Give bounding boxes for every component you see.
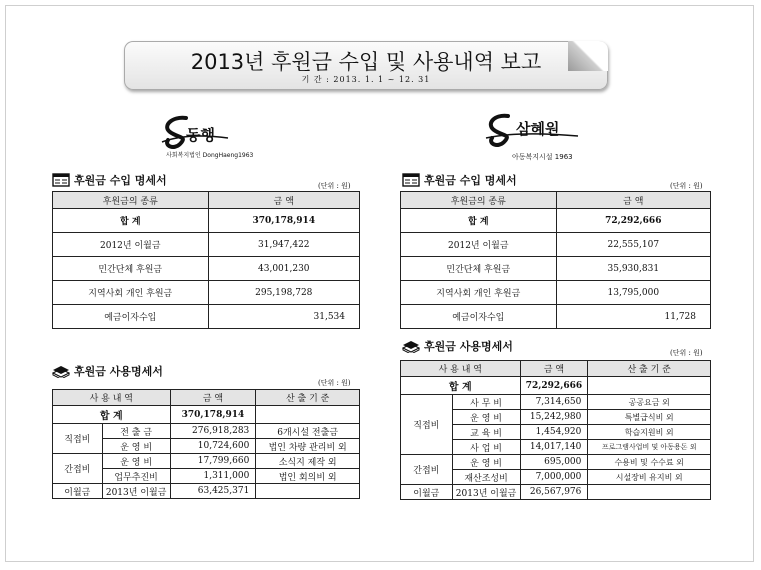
- usage-amount: 14,017,140: [520, 440, 588, 455]
- usage-basis: [256, 484, 360, 499]
- usage-amount: 26,567,976: [520, 485, 588, 500]
- usage-amount: 1,311,000: [170, 469, 256, 484]
- usage-item: 운 영 비: [102, 454, 170, 469]
- right-usage-heading-text: 후원금 사용명세서: [424, 340, 513, 353]
- samhyewon-logo-subtitle: 아동복지시설 1963: [512, 153, 573, 161]
- income-amount: 35,930,831: [556, 257, 710, 281]
- total-label: 합 계: [401, 377, 521, 395]
- table-row: [401, 455, 711, 470]
- income-type: 예금이자수입: [53, 305, 209, 329]
- usage-amount: 1,454,920: [520, 425, 588, 440]
- page-title: 2013년 후원금 수입 및 사용내역 보고: [190, 50, 542, 74]
- table-header-row: [401, 361, 711, 377]
- total-label: 합 계: [53, 406, 171, 424]
- right-usage-table: [400, 360, 711, 500]
- column-header: 후원금의 종류: [53, 192, 209, 209]
- total-label: 합 계: [401, 209, 557, 233]
- usage-item: 2013년 이월금: [452, 485, 520, 500]
- left-usage-unit: (단위 : 원): [318, 379, 351, 387]
- table-row: [401, 395, 711, 410]
- report-period: 기 간 : 2013. 1. 1 ~ 12. 31: [301, 75, 431, 84]
- income-type: 민간단체 후원금: [401, 257, 557, 281]
- table-row: [53, 257, 360, 281]
- table-row: [401, 305, 711, 329]
- column-header: 산 출 기 준: [588, 361, 711, 377]
- table-header-row: [401, 192, 711, 209]
- ledger-icon: [402, 173, 420, 187]
- group-label: 간접비: [401, 455, 453, 485]
- column-header: 금 액: [170, 390, 256, 406]
- usage-basis: 법인 회의비 외: [256, 469, 360, 484]
- column-header: 산 출 기 준: [256, 390, 360, 406]
- usage-item: 사 무 비: [452, 395, 520, 410]
- total-amount: 72,292,666: [556, 209, 710, 233]
- donghaeng-logo-subtitle: 사회복지법인 DongHaeng1963: [166, 152, 254, 159]
- left-usage-table: [52, 389, 360, 499]
- usage-item: 업무추진비: [102, 469, 170, 484]
- right-income-heading: [402, 172, 517, 188]
- income-amount: 13,795,000: [556, 281, 710, 305]
- usage-basis: 법인 차량 관리비 외: [256, 439, 360, 454]
- income-type: 2012년 이월금: [401, 233, 557, 257]
- usage-amount: 695,000: [520, 455, 588, 470]
- total-row: [401, 377, 711, 395]
- usage-item: 교 육 비: [452, 425, 520, 440]
- samhyewon-logo: [482, 108, 582, 160]
- table-row: [401, 281, 711, 305]
- left-usage-heading: [52, 363, 163, 379]
- right-income-table: [400, 191, 711, 329]
- donghaeng-logo: [158, 112, 254, 160]
- usage-item: 전 출 금: [102, 424, 170, 439]
- total-row: [401, 209, 711, 233]
- total-basis: [256, 406, 360, 424]
- usage-amount: 7,000,000: [520, 470, 588, 485]
- usage-basis: 시설장비 유지비 외: [588, 470, 711, 485]
- income-type: 2012년 이월금: [53, 233, 209, 257]
- column-header: 금 액: [556, 192, 710, 209]
- usage-item: 운 영 비: [452, 455, 520, 470]
- usage-basis: 프로그램사업비 및 아동용돈 외: [588, 440, 711, 455]
- table-row: [401, 485, 711, 500]
- table-row: [53, 281, 360, 305]
- column-header: 금 액: [208, 192, 359, 209]
- income-type: 지역사회 개인 후원금: [53, 281, 209, 305]
- total-basis: [588, 377, 711, 395]
- total-amount: 72,292,666: [520, 377, 588, 395]
- table-row: [53, 424, 360, 439]
- group-label: 이월금: [401, 485, 453, 500]
- column-header: 사 용 내 역: [401, 361, 521, 377]
- usage-basis: 수용비 및 수수료 외: [588, 455, 711, 470]
- usage-amount: 17,799,660: [170, 454, 256, 469]
- usage-item: 2013년 이월금: [102, 484, 170, 499]
- usage-basis: 공공요금 외: [588, 395, 711, 410]
- group-label: 직접비: [53, 424, 103, 454]
- usage-basis: 특별급식비 외: [588, 410, 711, 425]
- usage-item: 운 영 비: [452, 410, 520, 425]
- total-amount: 370,178,914: [208, 209, 359, 233]
- table-row: [401, 233, 711, 257]
- total-row: [53, 406, 360, 424]
- table-row: [401, 257, 711, 281]
- column-header: 금 액: [520, 361, 588, 377]
- usage-basis: [588, 485, 711, 500]
- income-amount: 31,947,422: [208, 233, 359, 257]
- table-row: [53, 305, 360, 329]
- right-usage-heading: [402, 338, 513, 354]
- total-label: 합 계: [53, 209, 209, 233]
- column-header: 사 용 내 역: [53, 390, 171, 406]
- income-amount: 31,534: [208, 305, 359, 329]
- usage-amount: 63,425,371: [170, 484, 256, 499]
- income-amount: 43,001,230: [208, 257, 359, 281]
- table-row: [53, 233, 360, 257]
- left-income-table: [52, 191, 360, 329]
- books-icon: [52, 364, 70, 378]
- table-header-row: [53, 390, 360, 406]
- usage-item: 재산조성비: [452, 470, 520, 485]
- left-income-unit: (단위 : 원): [318, 182, 351, 190]
- left-income-heading-text: 후원금 수입 명세서: [74, 174, 167, 187]
- left-usage-heading-text: 후원금 사용명세서: [74, 365, 163, 378]
- usage-item: 사 업 비: [452, 440, 520, 455]
- income-type: 예금이자수입: [401, 305, 557, 329]
- right-income-heading-text: 후원금 수입 명세서: [424, 174, 517, 187]
- column-header: 후원금의 종류: [401, 192, 557, 209]
- samhyewon-logo-name: 삼혜원: [516, 120, 560, 138]
- title-banner: [124, 41, 608, 90]
- right-usage-unit: (단위 : 원): [670, 349, 703, 357]
- ledger-icon: [52, 173, 70, 187]
- usage-basis: 6개시설 전출금: [256, 424, 360, 439]
- usage-basis: 학습지원비 외: [588, 425, 711, 440]
- usage-amount: 15,242,980: [520, 410, 588, 425]
- usage-amount: 10,724,600: [170, 439, 256, 454]
- income-type: 민간단체 후원금: [53, 257, 209, 281]
- group-label: 직접비: [401, 395, 453, 455]
- income-amount: 295,198,728: [208, 281, 359, 305]
- income-amount: 11,728: [556, 305, 710, 329]
- books-icon: [402, 339, 420, 353]
- table-row: [53, 454, 360, 469]
- usage-item: 운 영 비: [102, 439, 170, 454]
- total-amount: 370,178,914: [170, 406, 256, 424]
- table-row: [53, 484, 360, 499]
- group-label: 간접비: [53, 454, 103, 484]
- left-income-heading: [52, 172, 167, 188]
- usage-amount: 276,918,283: [170, 424, 256, 439]
- donghaeng-logo-name: 동행: [186, 126, 215, 144]
- table-header-row: [53, 192, 360, 209]
- right-income-unit: (단위 : 원): [670, 182, 703, 190]
- total-row: [53, 209, 360, 233]
- income-type: 지역사회 개인 후원금: [401, 281, 557, 305]
- usage-basis: 소식지 제작 외: [256, 454, 360, 469]
- usage-amount: 7,314,650: [520, 395, 588, 410]
- group-label: 이월금: [53, 484, 103, 499]
- income-amount: 22,555,107: [556, 233, 710, 257]
